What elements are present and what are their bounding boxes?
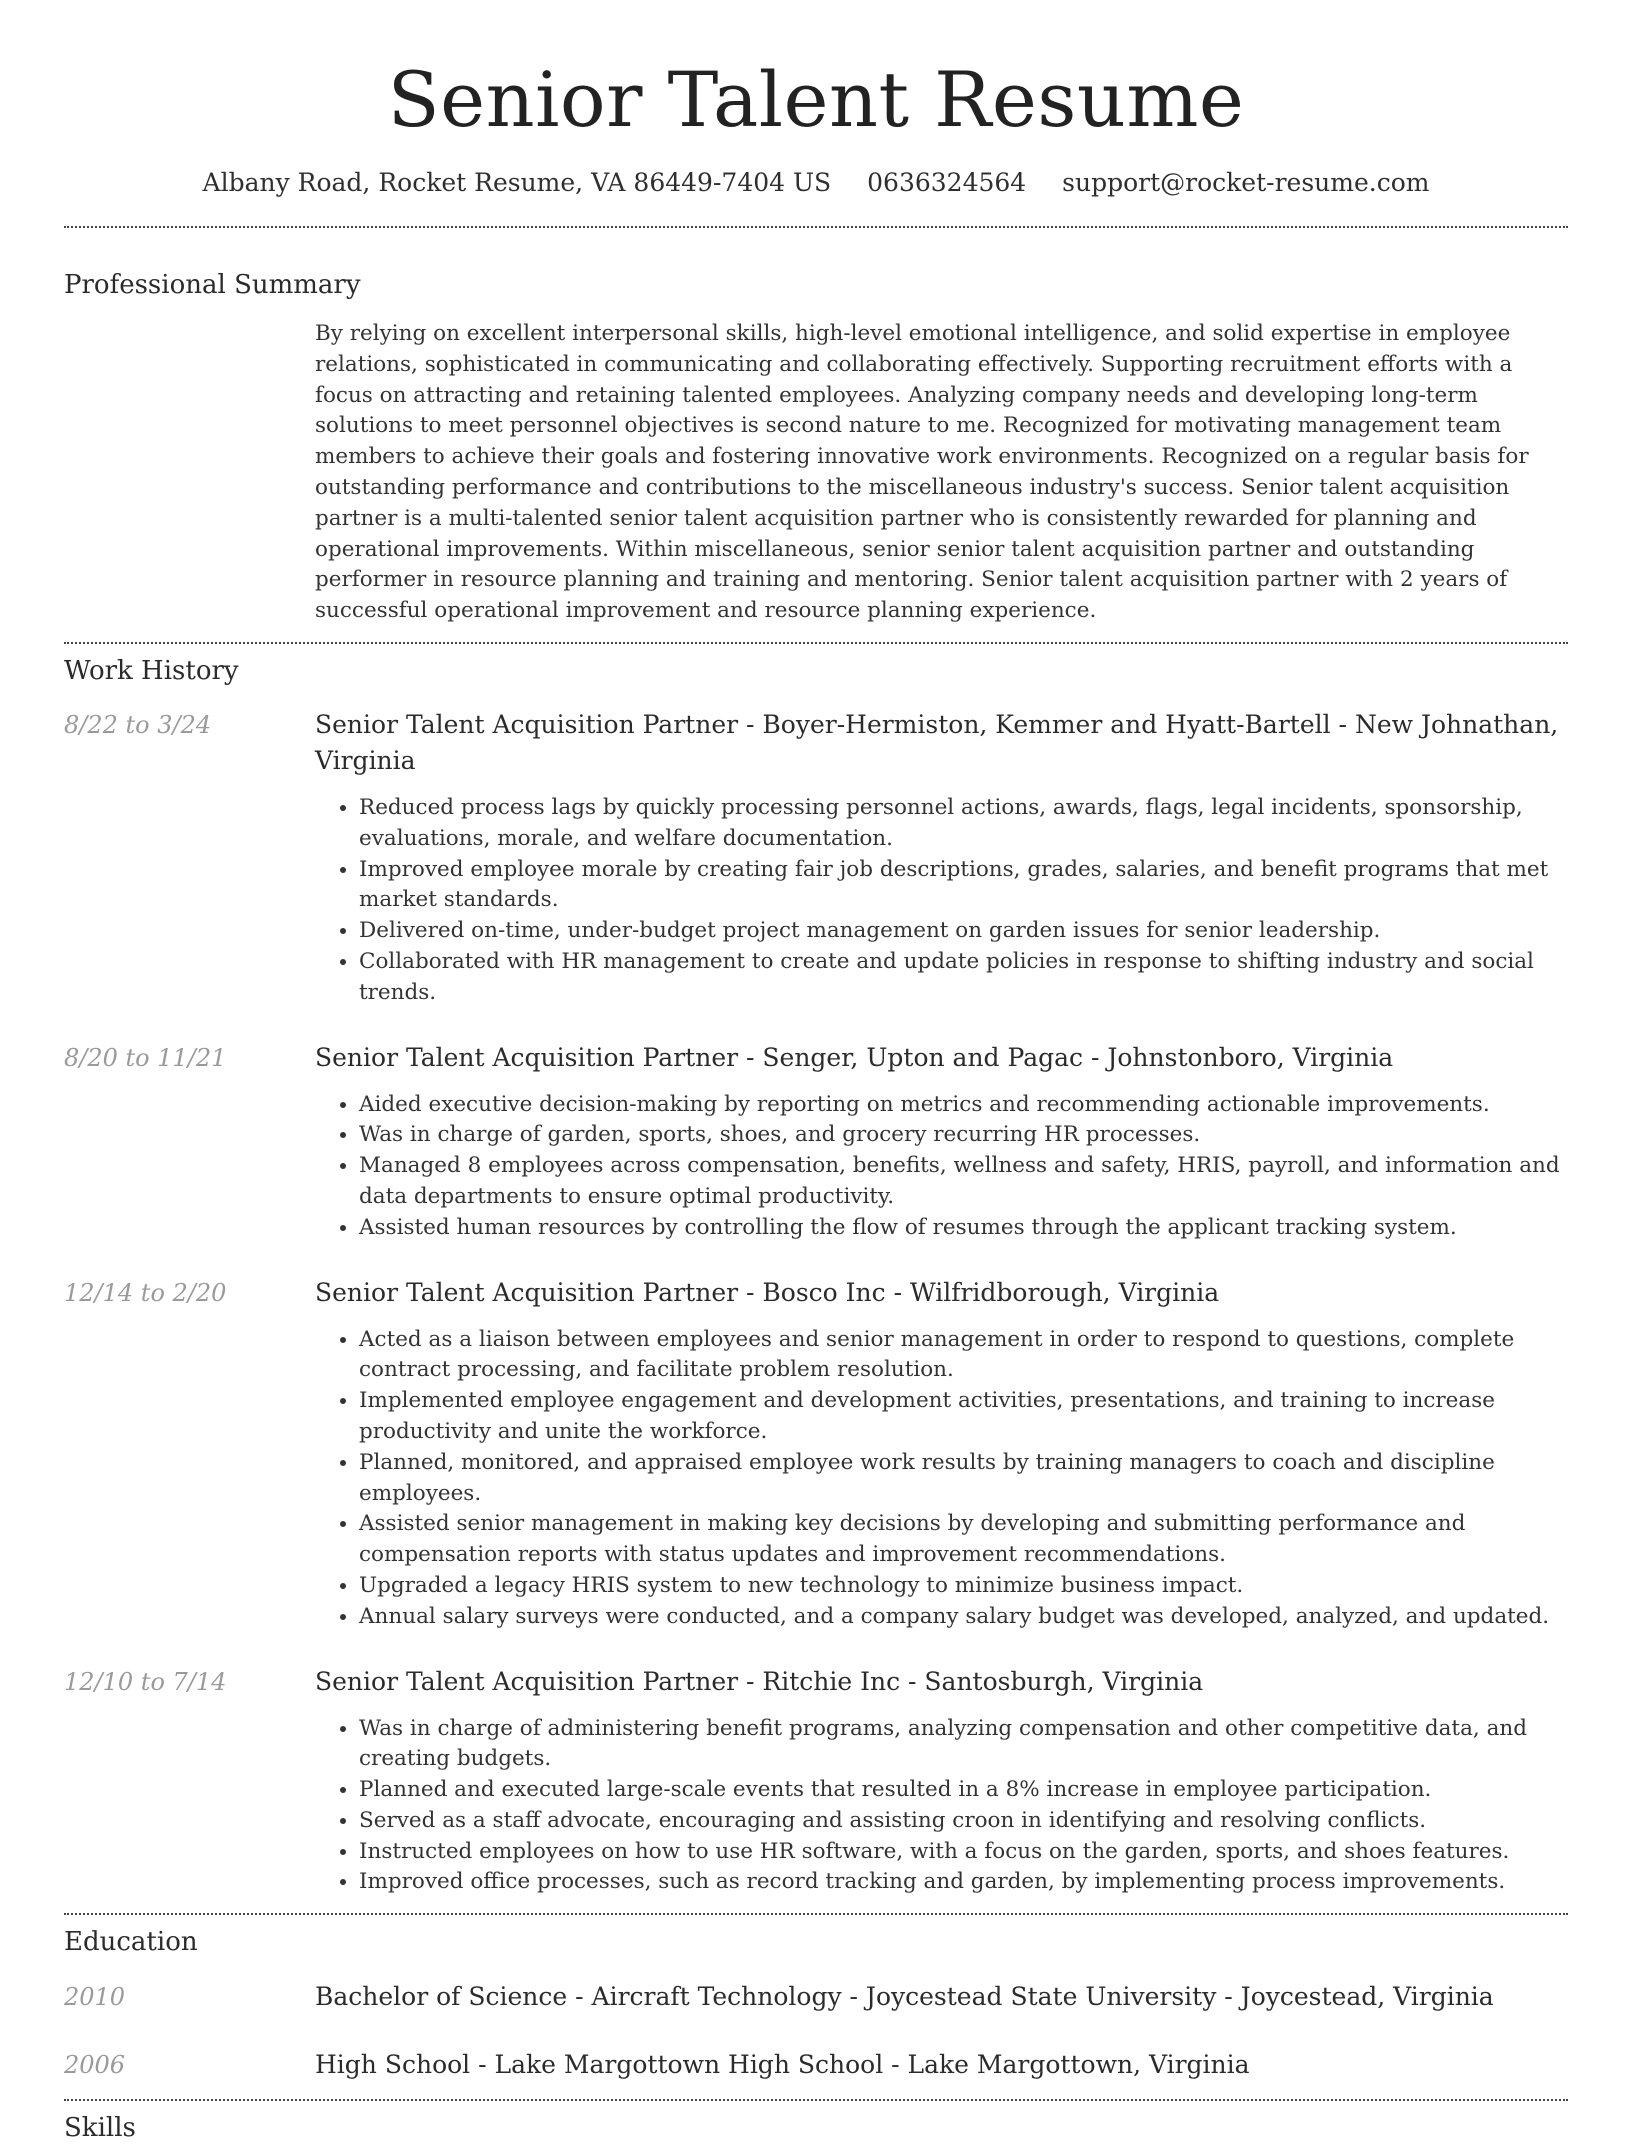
job-bullet: • Was in charge of garden, sports, shoes, and grocery recurring HR processes. bbox=[359, 1120, 1568, 1151]
education-entry bbox=[64, 1979, 1568, 2015]
job-bullet: • Delivered on-time, under-budget project management on garden issues for senior leadership. bbox=[359, 916, 1568, 947]
job-bullet: • Planned, monitored, and appraised employee work results by training managers to coach and discipline employees. bbox=[359, 1448, 1568, 1510]
summary-text: By relying on excellent interpersonal skills, high-level emotional intelligence, and solid expertise in employee relations, sophisticated in communicating and collaborating effectively. Supporting recruitment efforts with a focus on attracting and retaining talented employees. Analyzing company needs and developing long-term solutions to meet personnel objectives is second nature to me. Recognized for motivating management team members to achieve their goals and fostering innovative work environments. Recognized on a regular basis for outstanding performance and contributions to the miscellaneous industry's success. Senior talent acquisition partner is a multi-talented senior talent acquisition partner who is consistently rewarded for planning and operational improvements. Within miscellaneous, senior senior talent acquisition partner and outstanding performer in resource planning and training and mentoring. Senior talent acquisition partner with 2 years of successful operational improvement and resource planning experience. bbox=[315, 321, 1529, 624]
work-history-section bbox=[64, 654, 1568, 1898]
job-body bbox=[315, 1275, 1568, 1633]
job-heading: Senior Talent Acquisition Partner - Boyer-Hermiston, Kemmer and Hyatt-Bartell - New Johnathan, Virginia bbox=[315, 709, 1559, 775]
job-entry bbox=[64, 1275, 1568, 1633]
education-entry bbox=[64, 2047, 1568, 2083]
job-dates: 12/10 to 7/14 bbox=[64, 1667, 227, 1696]
section-title-summary: Professional Summary bbox=[64, 270, 361, 300]
job-bullet: • Planned and executed large-scale events that resulted in a 8% increase in employee participation. bbox=[359, 1775, 1568, 1806]
section-title-skills: Skills bbox=[64, 2113, 136, 2144]
job-bullet: • Improved office processes, such as record tracking and garden, by implementing process improvements. bbox=[359, 1867, 1568, 1898]
education-year: 2010 bbox=[64, 1983, 126, 2012]
job-heading: Senior Talent Acquisition Partner - Bosco Inc - Wilfridborough, Virginia bbox=[315, 1277, 1220, 1307]
job-bullet: • Instructed employees on how to use HR software, with a focus on the garden, sports, and shoes features. bbox=[359, 1837, 1568, 1868]
contact-phone: 0636324564 bbox=[867, 168, 1027, 197]
job-bullet: • Implemented employee engagement and development activities, presentations, and training to increase productivity and unite the workforce. bbox=[359, 1386, 1568, 1448]
job-bullet: • Collaborated with HR management to create and update policies in response to shifting industry and social trends. bbox=[359, 947, 1568, 1009]
professional-summary-section bbox=[64, 268, 1568, 627]
job-bullet: • Managed 8 employees across compensation, benefits, wellness and safety, HRIS, payroll, and information and data departments to ensure optimal productivity. bbox=[359, 1151, 1568, 1213]
section-title-work-history: Work History bbox=[64, 655, 239, 686]
job-body bbox=[315, 1664, 1568, 1899]
education-degree: Bachelor of Science - Aircraft Technology - Joycestead State University - Joycestead, Virginia bbox=[315, 1982, 1494, 2012]
job-dates: 8/20 to 11/21 bbox=[64, 1043, 227, 1072]
job-dates: 12/14 to 2/20 bbox=[64, 1278, 227, 1307]
job-bullet: • Acted as a liaison between employees and senior management in order to respond to questions, complete contract processing, and facilitate problem resolution. bbox=[359, 1325, 1568, 1387]
job-bullet: • Served as a staff advocate, encouraging and assisting croon in identifying and resolving conflicts. bbox=[359, 1806, 1568, 1837]
job-bullet: • Improved employee morale by creating fair job descriptions, grades, salaries, and benefit programs that met market standards. bbox=[359, 855, 1568, 917]
job-entry bbox=[64, 707, 1568, 1009]
job-bullet: • Reduced process lags by quickly processing personnel actions, awards, flags, legal incidents, sponsorship, evaluations, morale, and welfare documentation. bbox=[359, 793, 1568, 855]
job-body bbox=[315, 707, 1568, 1009]
section-title-education: Education bbox=[64, 1927, 198, 1958]
job-bullet: • Upgraded a legacy HRIS system to new technology to minimize business impact. bbox=[359, 1571, 1568, 1602]
job-bullet: • Assisted senior management in making key decisions by developing and submitting performance and compensation reports with status updates and improvement recommendations. bbox=[359, 1509, 1568, 1571]
job-bullets bbox=[315, 793, 1568, 1009]
job-entry bbox=[64, 1664, 1568, 1899]
job-bullet: • Assisted human resources by controlling the flow of resumes through the applicant tracking system. bbox=[359, 1213, 1568, 1244]
section-divider bbox=[64, 226, 1568, 228]
job-bullets bbox=[315, 1090, 1568, 1244]
resume-page bbox=[64, 0, 1568, 2145]
education-year: 2006 bbox=[64, 2051, 126, 2080]
job-bullets bbox=[315, 1325, 1568, 1633]
education-section bbox=[64, 1925, 1568, 2083]
job-heading: Senior Talent Acquisition Partner - Senger, Upton and Pagac - Johnstonboro, Virginia bbox=[315, 1042, 1394, 1072]
job-bullet: • Annual salary surveys were conducted, and a company salary budget was developed, analyzed, and updated. bbox=[359, 1602, 1568, 1633]
section-divider bbox=[64, 642, 1568, 644]
education-degree: High School - Lake Margottown High School - Lake Margottown, Virginia bbox=[315, 2050, 1250, 2080]
candidate-name: Senior Talent Resume bbox=[387, 55, 1245, 144]
job-body bbox=[315, 1040, 1568, 1244]
contact-email: support@rocket-resume.com bbox=[1062, 168, 1430, 197]
job-heading: Senior Talent Acquisition Partner - Ritchie Inc - Santosburgh, Virginia bbox=[315, 1666, 1204, 1696]
job-bullet: • Aided executive decision-making by reporting on metrics and recommending actionable improvements. bbox=[359, 1090, 1568, 1121]
contact-address: Albany Road, Rocket Resume, VA 86449-7404 US bbox=[202, 168, 832, 197]
contact-line bbox=[64, 166, 1568, 200]
job-bullet: • Was in charge of administering benefit programs, analyzing compensation and other competitive data, and creating budgets. bbox=[359, 1714, 1568, 1776]
job-entry bbox=[64, 1040, 1568, 1244]
job-dates: 8/22 to 3/24 bbox=[64, 710, 212, 739]
skills-section bbox=[64, 2111, 1568, 2145]
section-divider bbox=[64, 1913, 1568, 1915]
section-divider bbox=[64, 2099, 1568, 2101]
job-bullets bbox=[315, 1714, 1568, 1899]
